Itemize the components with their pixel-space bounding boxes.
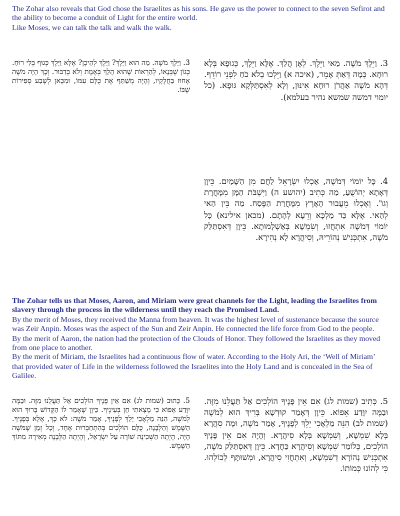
intro-line-2: Like Moses, we can talk the talk and walk the walk. [12, 22, 172, 32]
intro-line-1: The Zohar also reveals that God chose the Israelites as his sons. He gave us the power to connect to the seven Sefirot and the ability to become a conduit of Light for the entire world. [12, 4, 385, 23]
section-3-commentary-hebrew: 3. וַיֵּלֶךְ מֹשֶׁה. מַה הוּא וַיֵּלֶךְ? וַיֵּלֶךְ לְהֵיכָן? אֶלָּא וַיֵּלֶךְ כְּגוּף בְּלִי רוּחַ. כְּגוֹן שֶׁבְּנָאוֹ, לְהַרְאוֹת שֶׁהוּא הָלַךְ בְּאֶמֶת וְלֹא בְּדִבּוּר. וְכָךְ הָיָה מֹשֶׁה אָחוּז בַּחֲלָקָיו, וְהָיָה מְשַׁתֵּף אֶת כֻּלָּם עִמּוֹ, וּמִכָּאן לְשֶׁבַע סְפִירוֹת שֶׁבּוֹ. [12, 58, 190, 94]
section-3-zohar-hebrew: 3. וַיֵּלֶךְ מֹשֶׁה. מַאי וַיֵּלֶךְ. לְאָן הֲלַךְ. אֶלָּא וַיֵּלֶךְ, כְּגוּפָא בְּלָא רוּחָא. כְּמָה דְּאַתְּ אָמֵר, (איכה א) וַיֵּלְכוּ בְלֹא כֹחַ לִפְנֵי רוֹדֵף. דְּהָא מֹשֶׁה אַהֲרֹן רוּחָא אִינּוּן, וְלָא לְאִסְתַּלְּקָא גּוּפָא. (כל יומוי דמשה שמשא נהיר בעלמא). [204, 58, 388, 102]
section-5 [12, 396, 388, 514]
commentary-paragraph-3: By the merit of Aaron, the nation had the protection of the Clouds of Honor. They followed the Israelites as they moved from one place to another. [12, 333, 381, 353]
section-4 [12, 176, 388, 292]
commentary-paragraph-1: The Zohar tells us that Moses, Aaron, and Miriam were great channels for the Light, leading the Israelites from slavery through the process in the wilderness until they reach the Promised Land. [12, 296, 377, 315]
section-5-commentary-hebrew: 5. כָּתוּב (שמות לג) אִם אֵין פָּנֶיךָ הוֹלְכִים אַל תַּעֲלֵנוּ מִזֶּה. וּבַמֶּה יִוָּדַע אֵפוֹא כִּי מָצָאתִי חֵן בְּעֵינֶיךָ. כֵּיוָן שֶׁאָמַר לוֹ הַקָּדוֹשׁ בָּרוּךְ הוּא לְמֹשֶׁה, הִנֵּה מַלְאָכִי יֵלֵךְ לְפָנֶיךָ, אָמַר מֹשֶׁה: לֹא כָּךְ, אֶלָּא בְּפָנֶיךָ. הַשֶּׁמֶשׁ וְהַלְּבָנָה, כֻּלָּם הוֹלְכִים בְּהִתְחַבְּרוּת אֶחָד, וְכָל זְמַן שֶׁמֹּשֶׁה הָיָה, הָיְתָה הַשְּׁכִינָה שׁוֹרָה עַל יִשְׂרָאֵל, וְהָיְתָה הַלְּבָנָה מְאִירָה מִתּוֹךְ הַשֶּׁמֶשׁ. [12, 396, 190, 450]
section-4-zohar-hebrew: 4. כָּל יוֹמוֹי דְּמֹשֶׁה, אַכְלוּ יִשְׂרָאֵל לַחֲם מִן הַשָּׁמַיִם. כֵּיוָן דְּאָתָא יְהוֹשֻׁעַ, מַה כְּתִיב (יהושע ה) וַיִּשְׁבֹּת הַמָּן מִמָּחֳרָת וְגוֹ'. וְאֶכְלוּ מֵעֲבוּר הָאָרֶץ מִמָּחֳרַת הַפֶּסַח. מַה בֵּין הַאי לְהַאי. אֶלָּא כַּד מַלְכָּא וְרֵעָא לְהָתָם. (מכאן אילינא) כָּל יוֹמוֹי דְּמֹשֶׁה אִתְחֲזוּ, וְשִׂמְשָׁא בְּאַשְׁלָמוּתָא. כֵּיוָן דְּאִסְתַּלַּק מֹשֶׁה, אִתְכְּנִישׁ נְהוֹרֵיהּ, וְסִיהֲרָא לָא נְהִירָא. [204, 176, 388, 243]
section-5-zohar-hebrew: 5. כְּתִיב (שמות לג) אִם אֵין פָּנֶיךָ הוֹלְכִים אַל תַּעֲלֵנוּ מִזֶּה. וּבַמֶּה יִוָּדַע אֵפוֹא. כֵּיוָן דְּאָמַר קוּדְשָׁא בְּרִיךְ הוּא לְמֹשֶׁה (שמות לב) הִנֵּה מַלְאָכִי יֵלֵךְ לְפָנֶיךָ, אָמַר מֹשֶׁה, וּמָה סִהֲרָא בְּלָא שִׁמְשָׁא, וְשִׁמְשָׁא בְּלָא סִיהֲרָא. וְהָיָה אִם אֵין פָּנֶיךָ הוֹלְכִים, כְּלוֹמַר שִׁמְשָׁא וְסִיהֲרָא כַּחֲדָא. כֵּיוָן דְּאִסְתַּלַּק מֹשֶׁה, אִתְכְּנִישׁ נְהוֹרָא דְשִׁמְשָׁא, וְאִתְחֲזִי סִיהֲרָא, וּמְשׁוּתָּף לְכוֹלְהוּ. כִּי לְהוֹנוּ כְּמוֹתוֹ. [204, 396, 388, 474]
commentary-paragraph-4: By the merit of Miriam, the Israelites had a continuous flow of water. According to the Holy Ari, the ‘Well of Miriam’ that provided water of Life in the wilderness followed the Israelites into the Holy Land and is concealed in the Sea of Galilee. [12, 352, 376, 381]
section-3 [12, 58, 388, 174]
commentary-block [12, 296, 388, 381]
intro-text [12, 4, 388, 32]
commentary-paragraph-2: By the merit of Moses, they received the Manna from heaven. It was the highest level of sustenance because the source was Zeir Anpin. Moses was the aspect of the Sun and Zeir Anpin. He connected the life force from God to the people. [12, 314, 379, 334]
